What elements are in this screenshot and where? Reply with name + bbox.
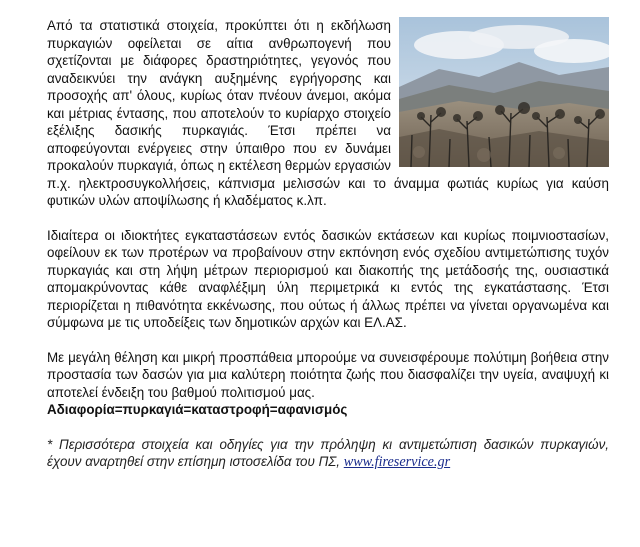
paragraph-contribution: Με μεγάλη θέληση και μικρή προσπάθεια μπορούμε να συνεισφέρουμε πολύτιμη βοήθεια στην προστασία των δασών για μια καλύτερη ποιότητα ζωής που διασφαλίζει την υγεία, αναψυχή κι αποτελεί ένδειξη του βαθμού πολιτισμού μας.: [47, 349, 609, 400]
paragraph-owners-measures: Ιδιαίτερα οι ιδιοκτήτες εγκαταστάσεων εντός δασικών εκτάσεων και κυρίως ποιμνιοστασίων, οφείλουν εκ των προτέρων να προβαίνουν στην εκπόνηση ενός σχεδίου αντιμετώπισης τυχόν πυρκαγιάς και στη λήψη μέτρων περιορισμού και διακοπής της μετάδοσής της, ουσιαστικά απομακρύνοντας κάθε αναφλέξιμη ύλη περιμετρικά κι εντός της εγκατάστασης. Έτσι περιορίζεται η πιθανότητα εκκένωσης, που ούτως ή άλλως πρέπει να γίνεται οργανωμένα και σύμφωνα με τις υποδείξεις των δημοτικών αρχών και ΕΛ.ΑΣ.: [47, 227, 609, 330]
footnote-text: * Περισσότερα στοιχεία και οδηγίες για την πρόληψη κι αντιμετώπιση δασικών πυρκαγιών, έχουν αναρτηθεί στην επίσημη ιστοσελίδα του ΠΣ,: [47, 436, 609, 469]
footnote: [47, 436, 609, 472]
article: [47, 17, 609, 472]
slogan: Αδιαφορία=πυρκαγιά=καταστροφή=αφανισμός: [47, 402, 348, 417]
fireservice-link[interactable]: www.fireservice.gr: [343, 454, 451, 470]
paragraph-fire-causes: Από τα στατιστικά στοιχεία, προκύπτει ότι η εκδήλωση πυρκαγιών οφείλεται σε αίτια ανθρωπογενή που σχετίζονται με διάφορες δραστηριότητες, γεγονός που αναδεικνύει την ανάγκη αυξημένης εγρήγορσης και προσοχής απ' όλους, κυρίως όταν πνέουν άνεμοι, ακόμα και μέτριας έντασης, που αποτελούν το κυρίαρχο στοιχείο εξέλιξης δασικής πυρκαγιάς. Έτσι πρέπει να αποφεύγονται ενέργειες στην ύπαιθρο που εν δυνάμει προκαλούν πυρκαγιά, όπως η εκτέλεση θερμών εργασιών π.χ. ηλεκτροσυγκολλήσεις, κάπνισμα μελισσών και το άναμμα φωτιάς κυρίως για καύση φυτικών υλών αποψίλωσης ή κλαδέματος κ.λπ.: [47, 18, 609, 208]
burnt-forest-photo: [399, 17, 609, 167]
